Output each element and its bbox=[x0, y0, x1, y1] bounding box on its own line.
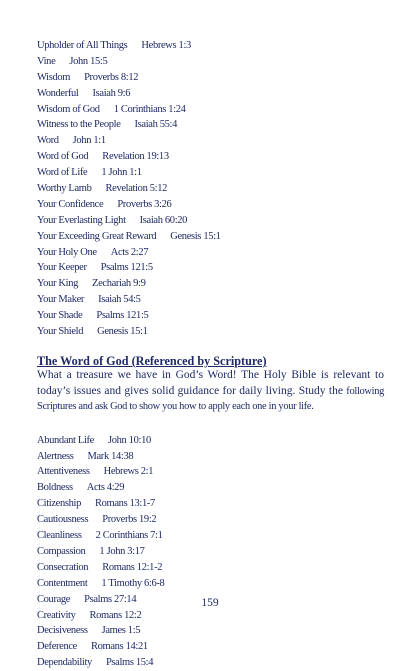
entry-reference: Acts 2:27 bbox=[110, 246, 149, 258]
list-item bbox=[37, 181, 387, 197]
list-item bbox=[37, 102, 387, 118]
entry-reference: Genesis 15:1 bbox=[170, 230, 221, 242]
entry-term: Boldness bbox=[37, 482, 73, 494]
list-item bbox=[37, 276, 387, 292]
list-item bbox=[37, 292, 387, 308]
entry-reference: Psalms 121:5 bbox=[96, 310, 149, 322]
entry-term: Citizenship bbox=[37, 498, 81, 510]
entry-term: Your Keeper bbox=[37, 262, 87, 274]
list-item bbox=[37, 86, 387, 102]
entry-term: Your Everlasting Light bbox=[37, 214, 126, 226]
section-intro bbox=[37, 368, 384, 415]
entry-reference: John 15:5 bbox=[69, 55, 108, 67]
intro-text-continued: following Scriptures and ask God to show you how to apply each one in your life. bbox=[37, 385, 385, 413]
scripture-topics-list bbox=[37, 433, 387, 671]
page-content bbox=[37, 38, 387, 671]
list-item bbox=[37, 149, 387, 165]
entry-reference: 2 Corinthians 7:1 bbox=[95, 530, 163, 542]
list-item bbox=[37, 324, 387, 340]
intro-text: What a treasure we have in God’s Word! The Holy Bible is relevant to today’s issues and gives solid guidance for daily living. Study the bbox=[37, 368, 384, 397]
list-item bbox=[37, 308, 387, 324]
entry-reference: James 1:5 bbox=[101, 625, 141, 637]
entry-reference: 1 Timothy 6:6-8 bbox=[101, 577, 165, 589]
entry-reference: Psalms 15:4 bbox=[105, 657, 154, 669]
entry-reference: Revelation 19:13 bbox=[102, 151, 169, 163]
list-item bbox=[37, 496, 387, 512]
list-item bbox=[37, 54, 387, 70]
entry-reference: Isaiah 60:20 bbox=[139, 214, 188, 226]
list-item bbox=[37, 197, 387, 213]
entry-reference: Isaiah 54:5 bbox=[98, 294, 141, 306]
list-item bbox=[37, 433, 387, 449]
entry-reference: Proverbs 8:12 bbox=[84, 71, 139, 83]
entry-term: Dependability bbox=[37, 657, 92, 669]
list-item bbox=[37, 528, 387, 544]
list-item bbox=[37, 512, 387, 528]
entry-term: Word of Life bbox=[37, 167, 88, 179]
entry-reference: Acts 4:29 bbox=[86, 482, 125, 494]
entry-term: Courage bbox=[37, 593, 71, 605]
entry-term: Wisdom of God bbox=[37, 103, 100, 115]
entry-reference: John 1:1 bbox=[72, 135, 106, 147]
entry-term: Alertness bbox=[37, 450, 74, 462]
entry-term: Your Confidence bbox=[37, 198, 104, 210]
entry-reference: Romans 12:1-2 bbox=[102, 561, 163, 573]
entry-reference: Isaiah 9:6 bbox=[92, 87, 131, 99]
entry-reference: 1 John 1:1 bbox=[101, 167, 142, 179]
list-item bbox=[37, 449, 387, 465]
entry-reference: 1 Corinthians 1:24 bbox=[113, 103, 186, 115]
list-item bbox=[37, 560, 387, 576]
list-item bbox=[37, 655, 387, 671]
entry-reference: Revelation 5:12 bbox=[105, 183, 168, 195]
entry-term: Contentment bbox=[37, 577, 88, 589]
list-item bbox=[37, 639, 387, 655]
entry-term: Wisdom bbox=[37, 71, 71, 83]
spacer bbox=[37, 415, 387, 433]
list-item bbox=[37, 576, 387, 592]
list-item bbox=[37, 117, 387, 133]
entry-reference: Psalms 27:14 bbox=[84, 593, 137, 605]
entry-term: Compassion bbox=[37, 545, 86, 557]
list-item bbox=[37, 623, 387, 639]
list-item bbox=[37, 544, 387, 560]
entry-term: Your Shield bbox=[37, 326, 84, 338]
section-heading: The Word of God (Referenced by Scripture) bbox=[37, 353, 267, 368]
page-number: 159 bbox=[201, 597, 219, 609]
entry-term: Your Shade bbox=[37, 310, 83, 322]
entry-term: Word of God bbox=[37, 151, 89, 163]
entry-term: Your Exceeding Great Reward bbox=[37, 230, 157, 242]
list-item bbox=[37, 464, 387, 480]
entry-reference: Mark 14:38 bbox=[87, 450, 134, 462]
list-item bbox=[37, 229, 387, 245]
entry-term: Your Holy One bbox=[37, 246, 97, 258]
entry-reference: 1 John 3:17 bbox=[99, 545, 145, 557]
entry-reference: Proverbs 3:26 bbox=[117, 198, 172, 210]
entry-term: Deference bbox=[37, 641, 77, 653]
entry-term: Abundant Life bbox=[37, 434, 94, 446]
entry-reference: Hebrews 1:3 bbox=[141, 40, 191, 51]
entry-term: Consecration bbox=[37, 561, 89, 573]
entry-reference: Romans 14:21 bbox=[90, 641, 148, 653]
entry-term: Your King bbox=[37, 278, 79, 290]
list-item bbox=[37, 133, 387, 149]
entry-term: Cleanliness bbox=[37, 530, 82, 542]
list-item bbox=[37, 70, 387, 86]
entry-reference: Romans 13:1-7 bbox=[94, 498, 155, 510]
entry-term: Word bbox=[37, 135, 59, 147]
entry-term: Worthy Lamb bbox=[37, 183, 92, 195]
entry-reference: Hebrews 2:1 bbox=[103, 466, 154, 478]
entry-reference: Zechariah 9:9 bbox=[92, 278, 146, 290]
entry-term: Vine bbox=[37, 55, 56, 67]
list-item bbox=[37, 260, 387, 276]
entry-term: Upholder of All Things bbox=[37, 40, 128, 51]
list-item bbox=[37, 213, 387, 229]
names-of-christ-list bbox=[37, 38, 387, 340]
entry-term: Witness to the People bbox=[37, 119, 121, 131]
list-item bbox=[37, 480, 387, 496]
entry-reference: Psalms 121:5 bbox=[100, 262, 153, 274]
entry-reference: John 10:10 bbox=[107, 434, 151, 446]
list-item bbox=[37, 165, 387, 181]
list-item bbox=[37, 245, 387, 261]
entry-term: Creativity bbox=[37, 609, 76, 621]
entry-reference: Genesis 15:1 bbox=[97, 326, 148, 338]
list-item bbox=[37, 38, 387, 54]
entry-reference: Proverbs 19:2 bbox=[102, 514, 157, 526]
entry-term: Decisiveness bbox=[37, 625, 88, 637]
entry-term: Your Maker bbox=[37, 294, 85, 306]
entry-reference: Isaiah 55:4 bbox=[134, 119, 178, 131]
entry-reference: Romans 12:2 bbox=[89, 609, 142, 621]
entry-term: Attentiveness bbox=[37, 466, 90, 478]
entry-term: Cautiousness bbox=[37, 514, 89, 526]
entry-term: Wonderful bbox=[37, 87, 79, 99]
